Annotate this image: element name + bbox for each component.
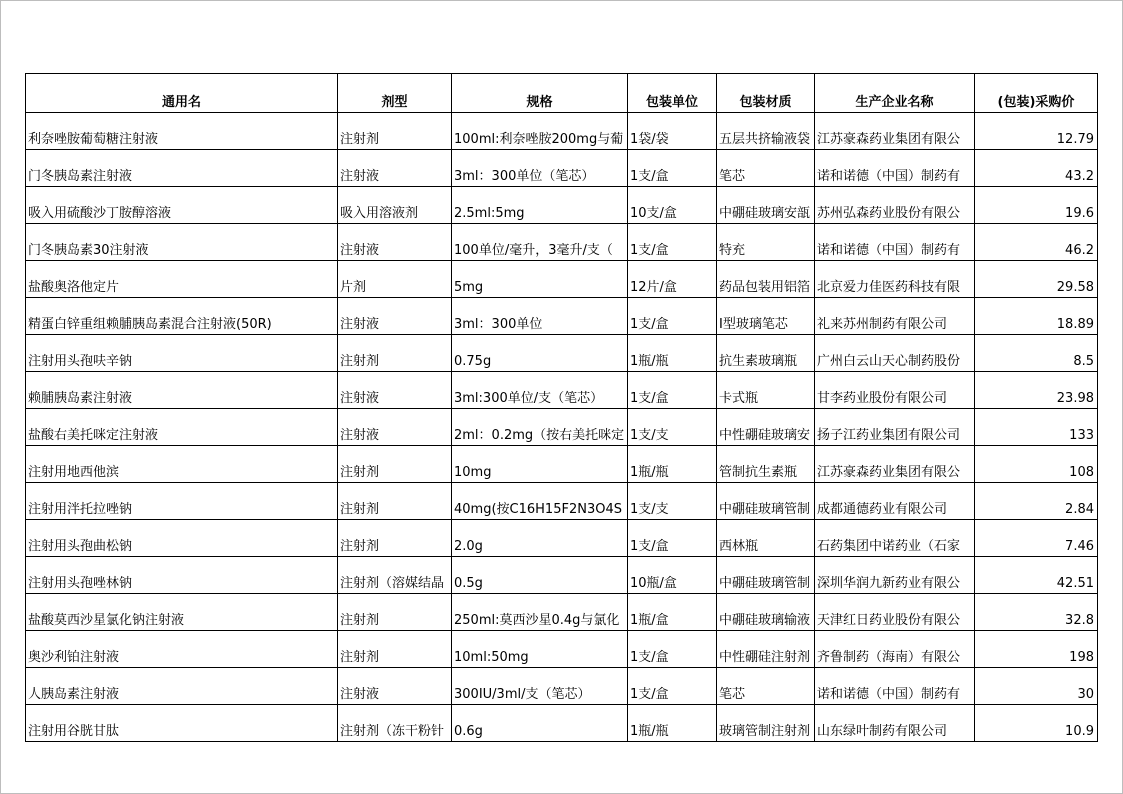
table-row xyxy=(26,483,1098,520)
cell-specification: 2.0g xyxy=(452,520,628,557)
cell-purchase-price: 32.8 xyxy=(975,594,1098,631)
cell-dosage-form: 注射剂 xyxy=(338,594,452,631)
cell-purchase-price: 43.2 xyxy=(975,150,1098,187)
cell-package-material: 特充 xyxy=(717,224,815,261)
cell-manufacturer: 礼来苏州制药有限公司 xyxy=(815,298,975,335)
cell-package-unit: 1袋/袋 xyxy=(628,113,717,150)
cell-dosage-form: 吸入用溶液剂 xyxy=(338,187,452,224)
cell-package-unit: 1支/盒 xyxy=(628,298,717,335)
cell-manufacturer: 诺和诺德（中国）制药有 xyxy=(815,668,975,705)
cell-manufacturer: 扬子江药业集团有限公司 xyxy=(815,409,975,446)
cell-package-unit: 10支/盒 xyxy=(628,187,717,224)
cell-generic-name: 注射用头孢呋辛钠 xyxy=(26,335,338,372)
cell-package-material: 中性硼硅玻璃安 xyxy=(717,409,815,446)
cell-purchase-price: 8.5 xyxy=(975,335,1098,372)
cell-manufacturer: 成都通德药业有限公司 xyxy=(815,483,975,520)
table-row xyxy=(26,631,1098,668)
cell-manufacturer: 江苏豪森药业集团有限公 xyxy=(815,113,975,150)
cell-dosage-form: 注射剂（冻干粉针 xyxy=(338,705,452,742)
cell-package-material: 中性硼硅注射剂 xyxy=(717,631,815,668)
cell-generic-name: 门冬胰岛素注射液 xyxy=(26,150,338,187)
cell-generic-name: 注射用头孢曲松钠 xyxy=(26,520,338,557)
cell-purchase-price: 133 xyxy=(975,409,1098,446)
table-row xyxy=(26,446,1098,483)
cell-package-material: 笔芯 xyxy=(717,150,815,187)
header-dosage-form: 剂型 xyxy=(338,74,452,113)
cell-generic-name: 利奈唑胺葡萄糖注射液 xyxy=(26,113,338,150)
cell-package-unit: 1瓶/瓶 xyxy=(628,335,717,372)
cell-purchase-price: 19.6 xyxy=(975,187,1098,224)
cell-manufacturer: 甘李药业股份有限公司 xyxy=(815,372,975,409)
cell-dosage-form: 注射剂（溶媒结晶 xyxy=(338,557,452,594)
table-row xyxy=(26,298,1098,335)
cell-generic-name: 精蛋白锌重组赖脯胰岛素混合注射液(50R) xyxy=(26,298,338,335)
cell-generic-name: 盐酸右美托咪定注射液 xyxy=(26,409,338,446)
cell-dosage-form: 注射剂 xyxy=(338,520,452,557)
cell-generic-name: 吸入用硫酸沙丁胺醇溶液 xyxy=(26,187,338,224)
cell-package-unit: 1瓶/盒 xyxy=(628,594,717,631)
table-row xyxy=(26,335,1098,372)
cell-manufacturer: 齐鲁制药（海南）有限公 xyxy=(815,631,975,668)
cell-package-unit: 10瓶/盒 xyxy=(628,557,717,594)
cell-dosage-form: 注射液 xyxy=(338,409,452,446)
cell-package-material: 笔芯 xyxy=(717,668,815,705)
cell-package-unit: 1瓶/瓶 xyxy=(628,705,717,742)
cell-package-unit: 1支/支 xyxy=(628,409,717,446)
cell-purchase-price: 42.51 xyxy=(975,557,1098,594)
cell-dosage-form: 注射剂 xyxy=(338,335,452,372)
cell-manufacturer: 江苏豪森药业集团有限公 xyxy=(815,446,975,483)
cell-specification: 3ml:300单位/支（笔芯） xyxy=(452,372,628,409)
cell-package-unit: 12片/盒 xyxy=(628,261,717,298)
cell-specification: 3ml：300单位（笔芯） xyxy=(452,150,628,187)
cell-package-unit: 1支/盒 xyxy=(628,150,717,187)
cell-package-unit: 1支/盒 xyxy=(628,668,717,705)
table-row xyxy=(26,224,1098,261)
cell-purchase-price: 30 xyxy=(975,668,1098,705)
cell-generic-name: 奥沙利铂注射液 xyxy=(26,631,338,668)
cell-specification: 5mg xyxy=(452,261,628,298)
cell-purchase-price: 46.2 xyxy=(975,224,1098,261)
cell-package-unit: 1支/盒 xyxy=(628,224,717,261)
header-package-unit: 包装单位 xyxy=(628,74,717,113)
table-row xyxy=(26,668,1098,705)
cell-dosage-form: 注射液 xyxy=(338,224,452,261)
cell-package-unit: 1瓶/瓶 xyxy=(628,446,717,483)
cell-purchase-price: 23.98 xyxy=(975,372,1098,409)
cell-generic-name: 注射用头孢唑林钠 xyxy=(26,557,338,594)
table-row xyxy=(26,705,1098,742)
cell-specification: 0.6g xyxy=(452,705,628,742)
cell-manufacturer: 石药集团中诺药业（石家 xyxy=(815,520,975,557)
cell-purchase-price: 10.9 xyxy=(975,705,1098,742)
cell-specification: 2ml：0.2mg（按右美托咪定 xyxy=(452,409,628,446)
header-purchase-price: (包装)采购价 xyxy=(975,74,1098,113)
cell-generic-name: 注射用地西他滨 xyxy=(26,446,338,483)
cell-manufacturer: 广州白云山天心制药股份 xyxy=(815,335,975,372)
cell-specification: 300IU/3ml/支（笔芯） xyxy=(452,668,628,705)
cell-specification: 0.75g xyxy=(452,335,628,372)
cell-package-unit: 1支/盒 xyxy=(628,631,717,668)
cell-package-material: 玻璃管制注射剂 xyxy=(717,705,815,742)
cell-dosage-form: 注射液 xyxy=(338,298,452,335)
cell-manufacturer: 北京爱力佳医药科技有限 xyxy=(815,261,975,298)
table-row xyxy=(26,187,1098,224)
cell-dosage-form: 注射液 xyxy=(338,668,452,705)
cell-package-material: 中硼硅玻璃安瓿 xyxy=(717,187,815,224)
cell-manufacturer: 深圳华润九新药业有限公 xyxy=(815,557,975,594)
cell-dosage-form: 注射液 xyxy=(338,372,452,409)
cell-specification: 100单位/毫升，3毫升/支（ xyxy=(452,224,628,261)
cell-specification: 10mg xyxy=(452,446,628,483)
table-body xyxy=(26,113,1098,742)
cell-manufacturer: 诺和诺德（中国）制药有 xyxy=(815,224,975,261)
cell-package-material: 药品包装用铝箔 xyxy=(717,261,815,298)
table-row xyxy=(26,594,1098,631)
cell-dosage-form: 注射液 xyxy=(338,150,452,187)
cell-package-material: 管制抗生素瓶 xyxy=(717,446,815,483)
cell-generic-name: 注射用谷胱甘肽 xyxy=(26,705,338,742)
procurement-table xyxy=(25,73,1098,742)
cell-specification: 0.5g xyxy=(452,557,628,594)
cell-package-material: 中硼硅玻璃管制 xyxy=(717,557,815,594)
cell-purchase-price: 7.46 xyxy=(975,520,1098,557)
cell-package-material: 中硼硅玻璃输液 xyxy=(717,594,815,631)
cell-dosage-form: 片剂 xyxy=(338,261,452,298)
cell-generic-name: 门冬胰岛素30注射液 xyxy=(26,224,338,261)
cell-package-material: 西林瓶 xyxy=(717,520,815,557)
cell-purchase-price: 2.84 xyxy=(975,483,1098,520)
cell-specification: 2.5ml:5mg xyxy=(452,187,628,224)
cell-specification: 250ml:莫西沙星0.4g与氯化 xyxy=(452,594,628,631)
header-specification: 规格 xyxy=(452,74,628,113)
table-row xyxy=(26,520,1098,557)
cell-specification: 100ml:利奈唑胺200mg与葡 xyxy=(452,113,628,150)
cell-generic-name: 注射用泮托拉唑钠 xyxy=(26,483,338,520)
cell-manufacturer: 山东绿叶制药有限公司 xyxy=(815,705,975,742)
cell-package-material: 五层共挤输液袋 xyxy=(717,113,815,150)
cell-specification: 10ml:50mg xyxy=(452,631,628,668)
cell-dosage-form: 注射剂 xyxy=(338,113,452,150)
cell-dosage-form: 注射剂 xyxy=(338,631,452,668)
cell-purchase-price: 108 xyxy=(975,446,1098,483)
header-generic-name: 通用名 xyxy=(26,74,338,113)
cell-generic-name: 盐酸莫西沙星氯化钠注射液 xyxy=(26,594,338,631)
cell-manufacturer: 天津红日药业股份有限公 xyxy=(815,594,975,631)
table-row xyxy=(26,557,1098,594)
cell-purchase-price: 198 xyxy=(975,631,1098,668)
cell-generic-name: 盐酸奥洛他定片 xyxy=(26,261,338,298)
cell-purchase-price: 18.89 xyxy=(975,298,1098,335)
cell-package-material: 中硼硅玻璃管制 xyxy=(717,483,815,520)
cell-generic-name: 人胰岛素注射液 xyxy=(26,668,338,705)
cell-package-material: 卡式瓶 xyxy=(717,372,815,409)
cell-dosage-form: 注射剂 xyxy=(338,483,452,520)
cell-purchase-price: 12.79 xyxy=(975,113,1098,150)
table-row xyxy=(26,261,1098,298)
cell-dosage-form: 注射剂 xyxy=(338,446,452,483)
header-row xyxy=(26,74,1098,113)
cell-package-unit: 1支/支 xyxy=(628,483,717,520)
table-row xyxy=(26,409,1098,446)
table-row xyxy=(26,113,1098,150)
cell-package-unit: 1支/盒 xyxy=(628,520,717,557)
cell-purchase-price: 29.58 xyxy=(975,261,1098,298)
cell-specification: 40mg(按C16H15F2N3O4S xyxy=(452,483,628,520)
cell-specification: 3ml：300单位 xyxy=(452,298,628,335)
table-row xyxy=(26,150,1098,187)
header-manufacturer: 生产企业名称 xyxy=(815,74,975,113)
cell-package-material: I型玻璃笔芯 xyxy=(717,298,815,335)
cell-package-unit: 1支/盒 xyxy=(628,372,717,409)
table-header xyxy=(26,74,1098,113)
table-row xyxy=(26,372,1098,409)
header-package-material: 包装材质 xyxy=(717,74,815,113)
cell-generic-name: 赖脯胰岛素注射液 xyxy=(26,372,338,409)
cell-manufacturer: 苏州弘森药业股份有限公 xyxy=(815,187,975,224)
cell-package-material: 抗生素玻璃瓶 xyxy=(717,335,815,372)
cell-manufacturer: 诺和诺德（中国）制药有 xyxy=(815,150,975,187)
